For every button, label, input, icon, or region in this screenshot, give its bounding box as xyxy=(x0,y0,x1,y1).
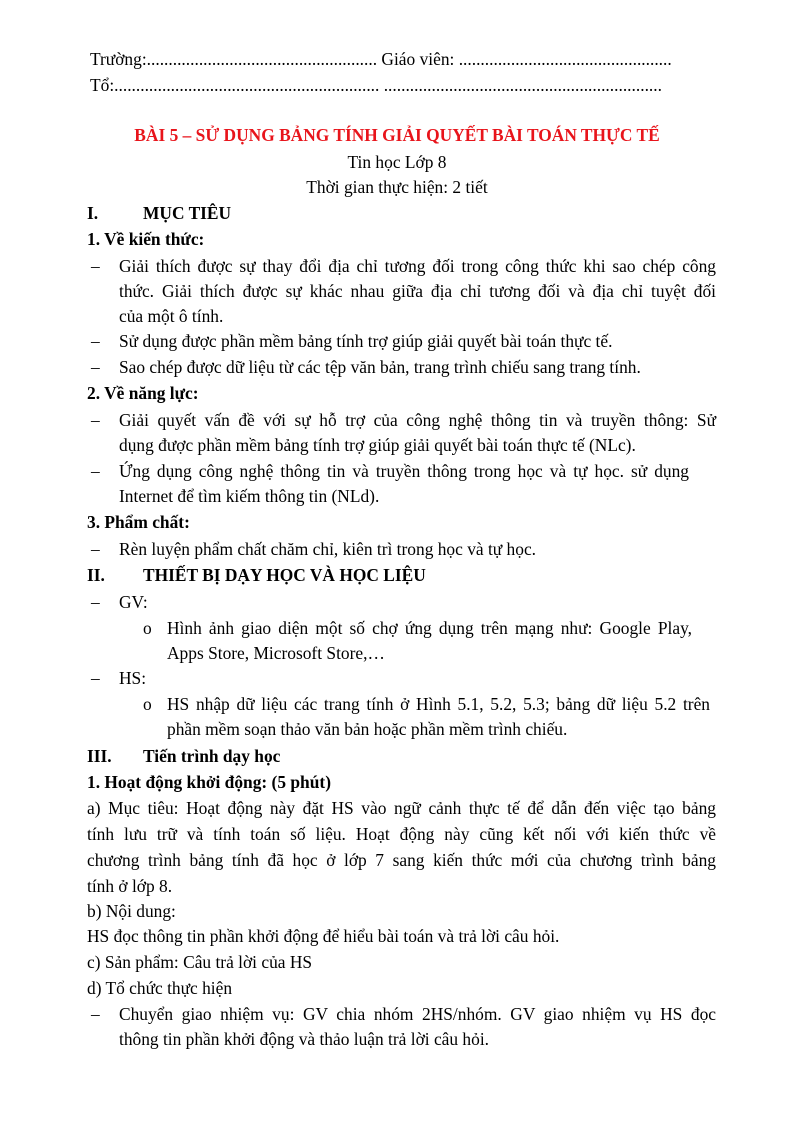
bullet-dash: – xyxy=(91,539,100,559)
bullet-dash: – xyxy=(91,357,100,377)
quality-heading: 3. Phẩm chất: xyxy=(87,512,190,532)
activity-1-org-item-line-2: thông tin phần khởi động và thảo luận trả lời câu hỏi. xyxy=(119,1029,490,1049)
activity-1-goal-line-2: tính lưu trữ và tính toán số liệu. Hoạt động này cũng kết nối với kiến thức về xyxy=(87,824,716,844)
section-2-title: THIẾT BỊ DẠY HỌC VÀ HỌC LIỆU xyxy=(143,565,426,585)
header-group: Tổ:............................................................. ................................................................ xyxy=(90,75,662,95)
bullet-dash: – xyxy=(91,256,100,276)
ability-item-2-line-1: Ứng dụng công nghệ thông tin và truyền thông trong học và tự học. sử dụng xyxy=(119,461,689,481)
section-1-number: I. xyxy=(87,203,99,223)
knowledge-heading: 1. Về kiến thức: xyxy=(87,229,205,249)
header-school-teacher: Trường:..................................................... Giáo viên: ................................................. xyxy=(90,49,672,69)
activity-1-goal-line-3: chương trình bảng tính đã học ở lớp 7 sang kiến thức mới của chương trình bảng xyxy=(87,850,716,870)
ability-heading: 2. Về năng lực: xyxy=(87,383,199,403)
bullet-dash: – xyxy=(91,410,100,430)
bullet-circle: o xyxy=(143,618,152,638)
ability-item-1-line-1: Giải quyết vấn đề với sự hỗ trợ của công nghệ thông tin và truyền thông: Sử xyxy=(119,410,716,430)
gv-item-line-2: Apps Store, Microsoft Store,… xyxy=(167,643,385,663)
bullet-circle: o xyxy=(143,694,152,714)
section-3-title: Tiến trình dạy học xyxy=(143,746,281,766)
bullet-dash: – xyxy=(91,668,100,688)
lesson-title: BÀI 5 – SỬ DỤNG BẢNG TÍNH GIẢI QUYẾT BÀI TOÁN THỰC TẾ xyxy=(134,125,660,145)
section-3-number: III. xyxy=(87,746,112,766)
section-1-title: MỤC TIÊU xyxy=(143,203,232,223)
activity-1-content-label: b) Nội dung: xyxy=(87,901,176,921)
gv-label: GV: xyxy=(119,592,148,612)
activity-1-heading: 1. Hoạt động khởi động: (5 phút) xyxy=(87,772,331,792)
bullet-dash: – xyxy=(91,1004,100,1024)
section-2-number: II. xyxy=(87,565,105,585)
activity-1-product: c) Sản phẩm: Câu trả lời của HS xyxy=(87,952,313,972)
hs-item-line-1: HS nhập dữ liệu các trang tính ở Hình 5.1, 5.2, 5.3; bảng dữ liệu 5.2 trên xyxy=(167,694,710,714)
bullet-dash: – xyxy=(91,461,100,481)
knowledge-item-1-line-1: Giải thích được sự thay đổi địa chỉ tương đối trong công thức khi sao chép công xyxy=(119,256,716,276)
lesson-duration: Thời gian thực hiện: 2 tiết xyxy=(306,177,488,197)
knowledge-item-2: Sử dụng được phần mềm bảng tính trợ giúp giải quyết bài toán thực tế. xyxy=(119,331,613,351)
knowledge-item-1-line-2: thức. Giải thích được sự khác nhau giữa địa chỉ tương đối và địa chỉ tuyệt đối xyxy=(119,281,716,301)
knowledge-item-1-line-3: của một ô tính. xyxy=(119,306,224,326)
activity-1-content: HS đọc thông tin phần khởi động để hiểu bài toán và trả lời câu hỏi. xyxy=(87,926,560,946)
bullet-dash: – xyxy=(91,592,100,612)
hs-label: HS: xyxy=(119,668,147,688)
ability-item-2-line-2: Internet để tìm kiếm thông tin (NLd). xyxy=(119,486,380,506)
quality-item-1: Rèn luyện phẩm chất chăm chỉ, kiên trì trong học và tự học. xyxy=(119,539,537,559)
activity-1-org-item-line-1: Chuyển giao nhiệm vụ: GV chia nhóm 2HS/nhóm. GV giao nhiệm vụ HS đọc xyxy=(119,1004,716,1024)
hs-item-line-2: phần mềm soạn thảo văn bản hoặc phần mềm trình chiếu. xyxy=(167,719,568,739)
lesson-subject: Tin học Lớp 8 xyxy=(347,152,447,172)
activity-1-goal-line-1: a) Mục tiêu: Hoạt động này đặt HS vào ngữ cảnh thực tế để dẫn đến việc tạo bảng xyxy=(87,798,716,818)
gv-item-line-1: Hình ảnh giao diện một số chợ ứng dụng trên mạng như: Google Play, xyxy=(167,618,692,638)
activity-1-goal-line-4: tính ở lớp 8. xyxy=(87,876,173,896)
ability-item-1-line-2: dụng được phần mềm bảng tính trợ giúp giải quyết bài toán thực tế (NLc). xyxy=(119,435,636,455)
knowledge-item-3: Sao chép được dữ liệu từ các tệp văn bản, trang trình chiếu sang trang tính. xyxy=(119,357,641,377)
activity-1-org-label: d) Tổ chức thực hiện xyxy=(87,978,233,998)
bullet-dash: – xyxy=(91,331,100,351)
